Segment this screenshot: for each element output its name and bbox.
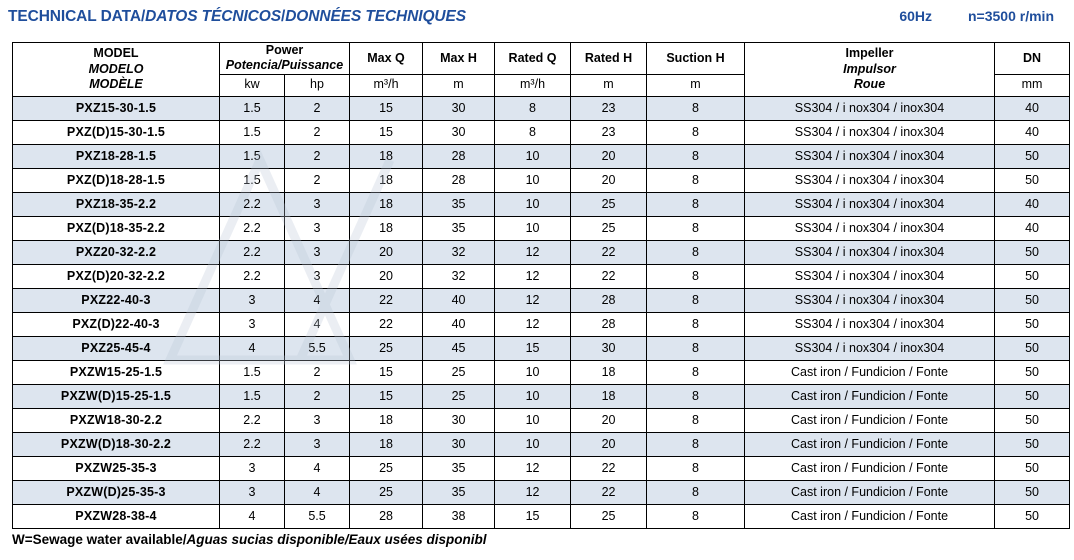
footnote	[12, 532, 1066, 547]
cell-hp: 3	[285, 432, 350, 456]
col-header-rated-h: Rated H	[571, 43, 647, 75]
cell-model: PXZW(D)15-25-1.5	[13, 384, 220, 408]
cell-impeller: Cast iron / Fundicion / Fonte	[745, 480, 995, 504]
table-header-row	[13, 43, 1070, 75]
col-header-model	[13, 43, 220, 97]
unit-kw: kw	[220, 74, 285, 96]
technical-data-table	[12, 42, 1070, 529]
cell-max-h: 30	[423, 96, 495, 120]
page-title-sep-2: /	[280, 8, 286, 25]
unit-dn: mm	[995, 74, 1070, 96]
cell-kw: 2.2	[220, 264, 285, 288]
cell-hp: 3	[285, 192, 350, 216]
unit-hp: hp	[285, 74, 350, 96]
cell-dn: 50	[995, 240, 1070, 264]
cell-max-q: 25	[350, 480, 423, 504]
cell-rated-q: 10	[495, 432, 571, 456]
table-row	[13, 408, 1070, 432]
cell-impeller: SS304 / i nox304 / inox304	[745, 96, 995, 120]
cell-rated-q: 15	[495, 504, 571, 528]
cell-impeller: Cast iron / Fundicion / Fonte	[745, 408, 995, 432]
cell-hp: 4	[285, 480, 350, 504]
cell-max-h: 30	[423, 408, 495, 432]
table-row	[13, 144, 1070, 168]
cell-suction-h: 8	[647, 384, 745, 408]
cell-suction-h: 8	[647, 360, 745, 384]
cell-rated-h: 25	[571, 504, 647, 528]
cell-dn: 50	[995, 312, 1070, 336]
cell-rated-h: 28	[571, 312, 647, 336]
cell-max-q: 22	[350, 312, 423, 336]
cell-max-h: 40	[423, 312, 495, 336]
cell-max-h: 32	[423, 264, 495, 288]
cell-hp: 2	[285, 360, 350, 384]
cell-kw: 1.5	[220, 384, 285, 408]
cell-impeller: SS304 / i nox304 / inox304	[745, 120, 995, 144]
cell-max-q: 18	[350, 408, 423, 432]
cell-hp: 2	[285, 96, 350, 120]
unit-rated-h: m	[571, 74, 647, 96]
col-header-power	[220, 43, 350, 75]
cell-impeller: SS304 / i nox304 / inox304	[745, 168, 995, 192]
table-body	[13, 96, 1070, 528]
cell-suction-h: 8	[647, 264, 745, 288]
cell-rated-h: 20	[571, 432, 647, 456]
cell-dn: 40	[995, 192, 1070, 216]
cell-model: PXZW(D)18-30-2.2	[13, 432, 220, 456]
cell-rated-q: 10	[495, 216, 571, 240]
cell-max-h: 35	[423, 480, 495, 504]
cell-hp: 4	[285, 456, 350, 480]
cell-hp: 2	[285, 384, 350, 408]
cell-kw: 2.2	[220, 240, 285, 264]
cell-dn: 50	[995, 456, 1070, 480]
cell-max-h: 45	[423, 336, 495, 360]
cell-max-q: 15	[350, 96, 423, 120]
table-row	[13, 168, 1070, 192]
cell-rated-h: 22	[571, 480, 647, 504]
col-header-impeller	[745, 43, 995, 97]
cell-rated-q: 12	[495, 264, 571, 288]
cell-rated-h: 23	[571, 96, 647, 120]
cell-kw: 2.2	[220, 408, 285, 432]
cell-impeller: SS304 / i nox304 / inox304	[745, 240, 995, 264]
cell-rated-q: 10	[495, 384, 571, 408]
cell-model: PXZW28-38-4	[13, 504, 220, 528]
footnote-es-fr: Aguas sucias disponible/Eaux usées disponibl	[186, 531, 487, 547]
cell-dn: 50	[995, 504, 1070, 528]
col-header-power-en: Power	[265, 43, 304, 57]
cell-model: PXZ25-45-4	[13, 336, 220, 360]
cell-kw: 3	[220, 480, 285, 504]
cell-suction-h: 8	[647, 480, 745, 504]
page-title-sep-1: /	[140, 8, 146, 25]
cell-max-q: 18	[350, 144, 423, 168]
col-header-impeller-fr: Roue	[853, 76, 886, 91]
cell-impeller: SS304 / i nox304 / inox304	[745, 144, 995, 168]
cell-rated-q: 12	[495, 480, 571, 504]
col-header-model-en: MODEL	[93, 46, 139, 61]
cell-rated-q: 10	[495, 168, 571, 192]
cell-rated-h: 20	[571, 168, 647, 192]
unit-max-q: m³/h	[350, 74, 423, 96]
cell-hp: 5.5	[285, 336, 350, 360]
col-header-power-es-fr: Potencia/Puissance	[225, 58, 344, 73]
cell-max-q: 18	[350, 432, 423, 456]
cell-max-q: 22	[350, 288, 423, 312]
cell-rated-h: 25	[571, 216, 647, 240]
cell-hp: 4	[285, 312, 350, 336]
cell-rated-h: 20	[571, 144, 647, 168]
cell-impeller: SS304 / i nox304 / inox304	[745, 336, 995, 360]
cell-model: PXZ15-30-1.5	[13, 96, 220, 120]
cell-model: PXZ18-28-1.5	[13, 144, 220, 168]
cell-suction-h: 8	[647, 168, 745, 192]
cell-rated-h: 18	[571, 384, 647, 408]
cell-rated-h: 25	[571, 192, 647, 216]
frequency-label: 60Hz	[899, 8, 932, 24]
cell-rated-q: 12	[495, 456, 571, 480]
col-header-model-fr: MODÈLE	[89, 76, 143, 91]
cell-max-h: 35	[423, 216, 495, 240]
cell-max-q: 20	[350, 264, 423, 288]
unit-suction-h: m	[647, 74, 745, 96]
cell-hp: 3	[285, 408, 350, 432]
cell-rated-h: 22	[571, 456, 647, 480]
cell-kw: 1.5	[220, 120, 285, 144]
cell-rated-q: 10	[495, 360, 571, 384]
cell-dn: 50	[995, 264, 1070, 288]
table-row	[13, 456, 1070, 480]
cell-max-h: 35	[423, 456, 495, 480]
cell-rated-q: 12	[495, 240, 571, 264]
page-title-en: TECHNICAL DATA	[8, 8, 141, 25]
table-row	[13, 480, 1070, 504]
cell-impeller: Cast iron / Fundicion / Fonte	[745, 504, 995, 528]
cell-rated-q: 10	[495, 192, 571, 216]
cell-rated-q: 12	[495, 312, 571, 336]
cell-kw: 2.2	[220, 432, 285, 456]
table-row	[13, 192, 1070, 216]
cell-suction-h: 8	[647, 408, 745, 432]
cell-max-q: 18	[350, 192, 423, 216]
cell-model: PXZ(D)18-35-2.2	[13, 216, 220, 240]
cell-rated-h: 23	[571, 120, 647, 144]
cell-rated-q: 10	[495, 408, 571, 432]
cell-model: PXZ(D)20-32-2.2	[13, 264, 220, 288]
cell-impeller: Cast iron / Fundicion / Fonte	[745, 456, 995, 480]
cell-rated-h: 22	[571, 240, 647, 264]
cell-suction-h: 8	[647, 288, 745, 312]
cell-kw: 1.5	[220, 96, 285, 120]
col-header-impeller-es: Impulsor	[843, 61, 896, 76]
cell-rated-h: 18	[571, 360, 647, 384]
cell-impeller: Cast iron / Fundicion / Fonte	[745, 432, 995, 456]
cell-model: PXZ22-40-3	[13, 288, 220, 312]
cell-impeller: SS304 / i nox304 / inox304	[745, 264, 995, 288]
cell-impeller: SS304 / i nox304 / inox304	[745, 288, 995, 312]
cell-max-q: 25	[350, 336, 423, 360]
cell-hp: 2	[285, 168, 350, 192]
cell-hp: 4	[285, 288, 350, 312]
cell-dn: 50	[995, 480, 1070, 504]
cell-dn: 40	[995, 216, 1070, 240]
cell-model: PXZW18-30-2.2	[13, 408, 220, 432]
cell-impeller: Cast iron / Fundicion / Fonte	[745, 384, 995, 408]
table-row	[13, 264, 1070, 288]
cell-model: PXZ(D)18-28-1.5	[13, 168, 220, 192]
cell-max-q: 15	[350, 120, 423, 144]
table-row	[13, 120, 1070, 144]
cell-dn: 50	[995, 384, 1070, 408]
cell-max-h: 30	[423, 432, 495, 456]
cell-model: PXZW15-25-1.5	[13, 360, 220, 384]
cell-kw: 1.5	[220, 144, 285, 168]
cell-kw: 4	[220, 336, 285, 360]
cell-impeller: Cast iron / Fundicion / Fonte	[745, 360, 995, 384]
table-row	[13, 336, 1070, 360]
cell-max-h: 25	[423, 360, 495, 384]
cell-hp: 3	[285, 264, 350, 288]
cell-max-h: 38	[423, 504, 495, 528]
cell-rated-q: 15	[495, 336, 571, 360]
page-title-es: DATOS TÉCNICOS	[145, 8, 281, 25]
cell-rated-h: 28	[571, 288, 647, 312]
cell-suction-h: 8	[647, 192, 745, 216]
speed-label: n=3500 r/min	[968, 8, 1054, 24]
cell-max-q: 20	[350, 240, 423, 264]
cell-suction-h: 8	[647, 240, 745, 264]
table-head	[13, 43, 1070, 97]
footnote-en: W=Sewage water available/	[12, 531, 187, 547]
cell-dn: 50	[995, 408, 1070, 432]
cell-model: PXZW(D)25-35-3	[13, 480, 220, 504]
cell-kw: 4	[220, 504, 285, 528]
cell-max-q: 25	[350, 456, 423, 480]
cell-max-q: 15	[350, 384, 423, 408]
cell-kw: 2.2	[220, 216, 285, 240]
cell-dn: 50	[995, 144, 1070, 168]
cell-dn: 50	[995, 336, 1070, 360]
table-row	[13, 288, 1070, 312]
cell-max-q: 28	[350, 504, 423, 528]
cell-suction-h: 8	[647, 120, 745, 144]
cell-hp: 3	[285, 216, 350, 240]
table-row	[13, 432, 1070, 456]
table-row	[13, 384, 1070, 408]
cell-impeller: SS304 / i nox304 / inox304	[745, 312, 995, 336]
cell-max-h: 30	[423, 120, 495, 144]
cell-max-h: 25	[423, 384, 495, 408]
cell-suction-h: 8	[647, 504, 745, 528]
cell-impeller: SS304 / i nox304 / inox304	[745, 192, 995, 216]
cell-model: PXZW25-35-3	[13, 456, 220, 480]
cell-rated-q: 8	[495, 96, 571, 120]
cell-suction-h: 8	[647, 456, 745, 480]
col-header-rated-q: Rated Q	[495, 43, 571, 75]
cell-rated-q: 8	[495, 120, 571, 144]
page-title	[8, 8, 466, 26]
col-header-max-q: Max Q	[350, 43, 423, 75]
table-row	[13, 504, 1070, 528]
table-row	[13, 312, 1070, 336]
cell-max-h: 35	[423, 192, 495, 216]
cell-kw: 2.2	[220, 192, 285, 216]
cell-kw: 1.5	[220, 360, 285, 384]
cell-max-h: 32	[423, 240, 495, 264]
cell-max-h: 28	[423, 144, 495, 168]
cell-model: PXZ(D)22-40-3	[13, 312, 220, 336]
cell-dn: 40	[995, 120, 1070, 144]
cell-max-q: 18	[350, 168, 423, 192]
col-header-dn: DN	[995, 43, 1070, 75]
cell-suction-h: 8	[647, 312, 745, 336]
cell-suction-h: 8	[647, 336, 745, 360]
cell-model: PXZ18-35-2.2	[13, 192, 220, 216]
cell-hp: 2	[285, 144, 350, 168]
cell-hp: 3	[285, 240, 350, 264]
cell-dn: 50	[995, 432, 1070, 456]
cell-rated-h: 22	[571, 264, 647, 288]
col-header-model-es: MODELO	[88, 61, 144, 76]
cell-rated-q: 12	[495, 288, 571, 312]
cell-rated-h: 20	[571, 408, 647, 432]
cell-kw: 3	[220, 312, 285, 336]
cell-kw: 3	[220, 456, 285, 480]
cell-suction-h: 8	[647, 144, 745, 168]
cell-model: PXZ20-32-2.2	[13, 240, 220, 264]
cell-max-q: 15	[350, 360, 423, 384]
cell-dn: 50	[995, 168, 1070, 192]
cell-rated-h: 30	[571, 336, 647, 360]
table-row	[13, 96, 1070, 120]
col-header-max-h: Max H	[423, 43, 495, 75]
cell-model: PXZ(D)15-30-1.5	[13, 120, 220, 144]
cell-rated-q: 10	[495, 144, 571, 168]
cell-dn: 50	[995, 288, 1070, 312]
cell-impeller: SS304 / i nox304 / inox304	[745, 216, 995, 240]
page-title-fr: DONNÉES TECHNIQUES	[285, 8, 466, 25]
cell-suction-h: 8	[647, 96, 745, 120]
table-row	[13, 240, 1070, 264]
cell-max-h: 40	[423, 288, 495, 312]
cell-max-q: 18	[350, 216, 423, 240]
page-header	[8, 0, 1066, 36]
cell-kw: 3	[220, 288, 285, 312]
col-header-impeller-en: Impeller	[845, 46, 894, 61]
unit-rated-q: m³/h	[495, 74, 571, 96]
cell-dn: 50	[995, 360, 1070, 384]
cell-suction-h: 8	[647, 216, 745, 240]
cell-dn: 40	[995, 96, 1070, 120]
cell-hp: 5.5	[285, 504, 350, 528]
cell-max-h: 28	[423, 168, 495, 192]
col-header-suction-h: Suction H	[647, 43, 745, 75]
cell-hp: 2	[285, 120, 350, 144]
table-row	[13, 216, 1070, 240]
unit-max-h: m	[423, 74, 495, 96]
cell-suction-h: 8	[647, 432, 745, 456]
cell-kw: 1.5	[220, 168, 285, 192]
table-row	[13, 360, 1070, 384]
